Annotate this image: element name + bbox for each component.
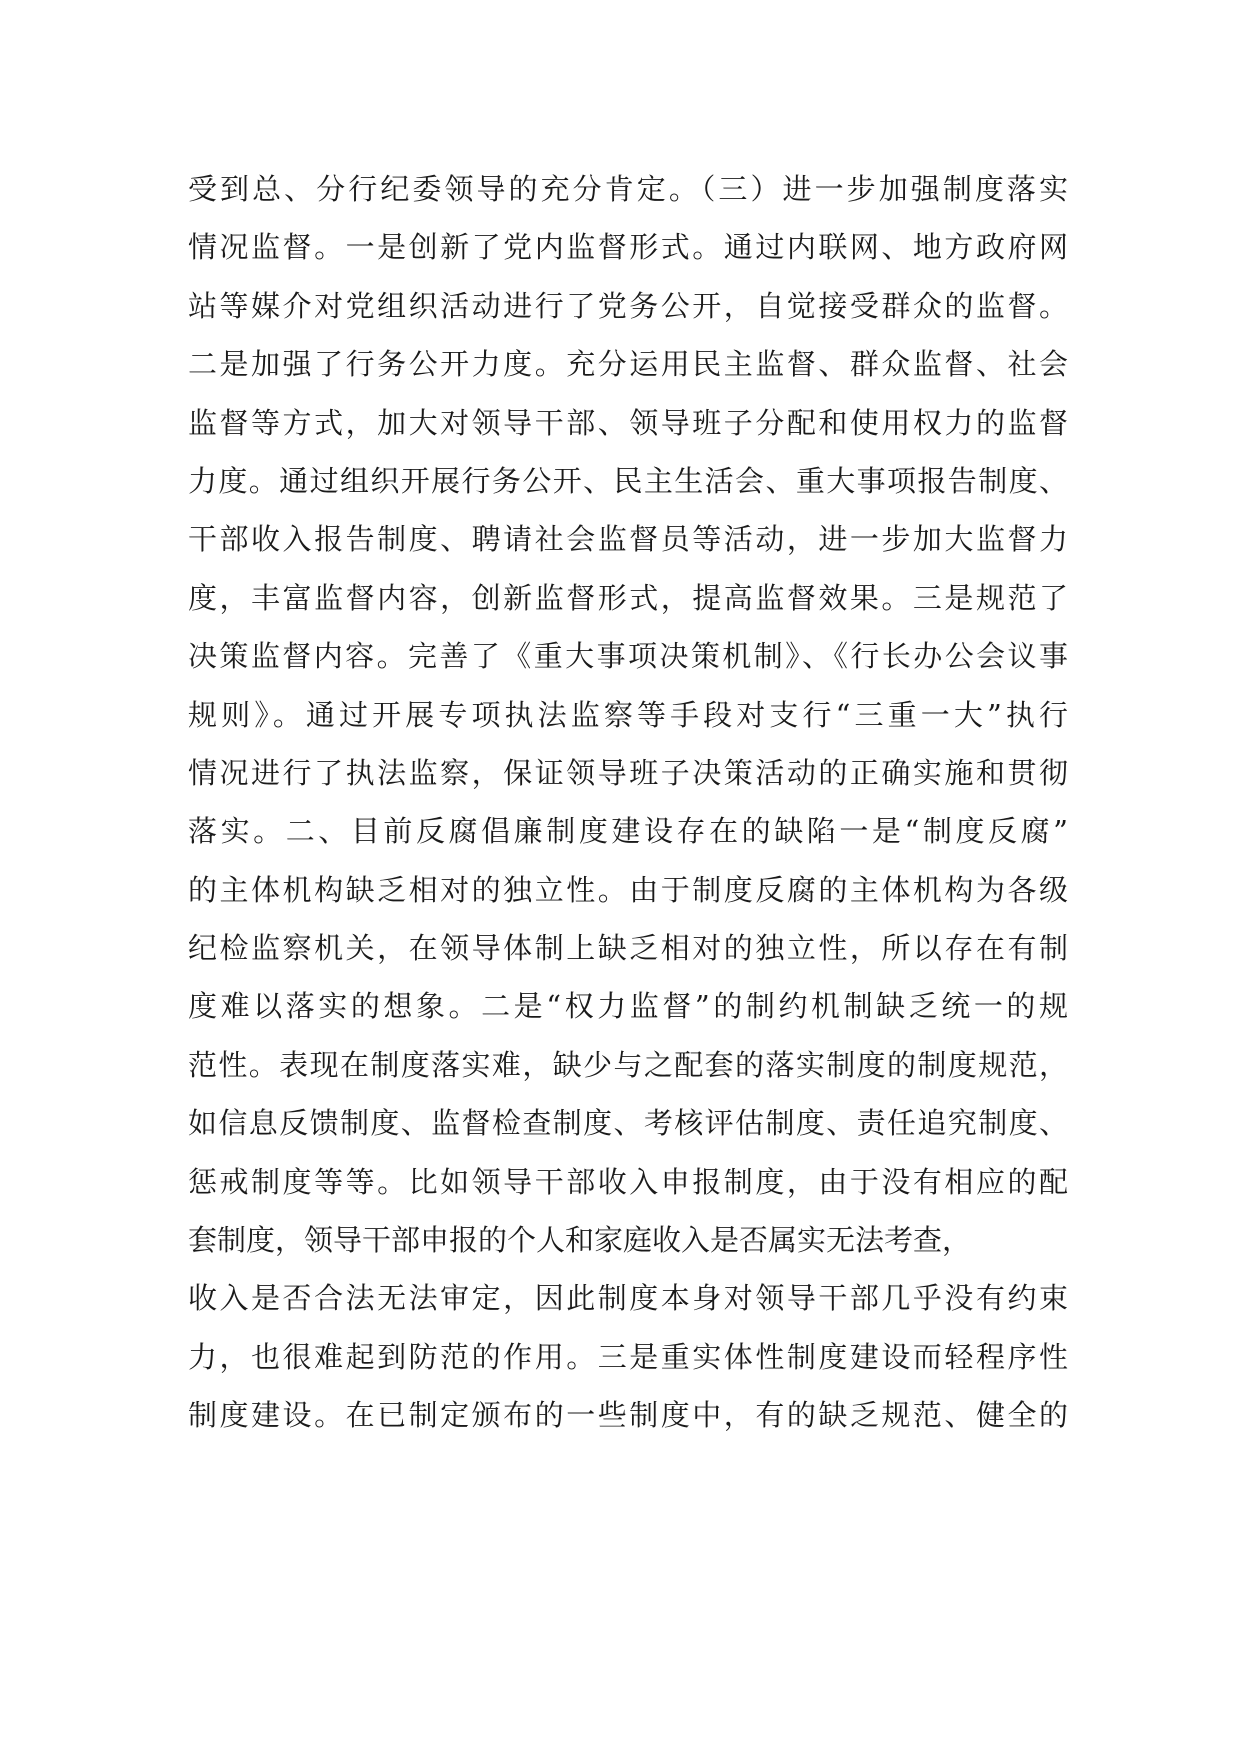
text-line: 规则》。通过开展专项执法监察等手段对支行“三重一大”执行 [188,697,1068,732]
text-line: 度，丰富监督内容，创新监督形式，提高监督效果。三是规范了 [188,580,1068,615]
text-line: 决策监督内容。完善了《重大事项决策机制》、《行长办公会议事 [188,639,1068,674]
text-line: 范性。表现在制度落实难，缺少与之配套的落实制度的制度规范， [188,1047,1068,1082]
text-line: 受到总、分行纪委领导的充分肯定。（三）进一步加强制度落实 [188,172,1068,206]
text-line: 情况进行了执法监察，保证领导班子决策活动的正确实施和贯彻 [188,755,1068,790]
text-line: 站等媒介对党组织活动进行了党务公开，自觉接受群众的监督。 [188,288,1068,323]
text-line: 惩戒制度等等。比如领导干部收入申报制度，由于没有相应的配 [188,1164,1068,1199]
text-line: 干部收入报告制度、聘请社会监督员等活动，进一步加大监督力 [188,522,1068,557]
text-line: 套制度，领导干部申报的个人和家庭收入是否属实无法考查， [188,1223,972,1258]
body-text [188,160,1068,1445]
text-line: 度难以落实的想象。二是“权力监督”的制约机制缺乏统一的规 [188,989,1068,1024]
text-line: 收入是否合法无法审定，因此制度本身对领导干部几乎没有约束 [188,1281,1068,1316]
text-line: 二是加强了行务公开力度。充分运用民主监督、群众监督、社会 [188,347,1068,382]
text-line: 纪检监察机关，在领导体制上缺乏相对的独立性，所以存在有制 [188,931,1068,966]
text-line: 制度建设。在已制定颁布的一些制度中，有的缺乏规范、健全的 [188,1398,1068,1433]
text-line: 监督等方式，加大对领导干部、领导班子分配和使用权力的监督 [188,405,1068,440]
text-line: 如信息反馈制度、监督检查制度、考核评估制度、责任追究制度、 [188,1106,1068,1141]
text-line: 情况监督。一是创新了党内监督形式。通过内联网、地方政府网 [188,230,1068,265]
text-line: 力度。通过组织开展行务公开、民主生活会、重大事项报告制度、 [188,463,1068,498]
text-line: 落实。二、目前反腐倡廉制度建设存在的缺陷一是“制度反腐” [188,814,1068,849]
text-line: 力，也很难起到防范的作用。三是重实体性制度建设而轻程序性 [188,1339,1068,1374]
text-line: 的主体机构缺乏相对的独立性。由于制度反腐的主体机构为各级 [188,872,1068,907]
